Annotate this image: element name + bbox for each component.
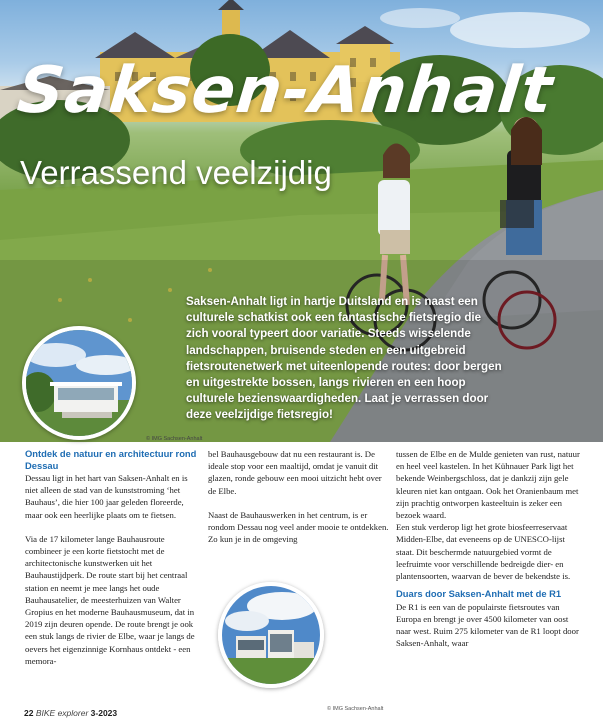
kornhaus-photo: [22, 326, 136, 440]
article-column-2: [208, 448, 390, 557]
article-column-3: [396, 448, 580, 662]
page-subtitle: Verrassend veelzijdig: [20, 154, 332, 191]
bauhaus-illustration: [222, 586, 320, 684]
photo-credit-bauhaus: © IMG Sachsen-Anhalt: [327, 706, 384, 712]
kornhaus-illustration: [26, 330, 132, 436]
page-title: Saksen-Anhalt: [14, 54, 557, 128]
paragraph: Een stuk verderop ligt het grote biosfeerreservaat Midden-Elbe, dat eveneens op de UNESCO-lijst staat. Dit beschermde natuurgebied vormt de leefruimte voor verschillende bedreigde dier- en plantensoorten, waarvan de bever de bekendste is.: [396, 522, 571, 582]
section-heading-r1: Duars door Saksen-Anhalt met de R1: [396, 588, 562, 600]
paragraph: Dessau ligt in het hart van Saksen-Anhalt en is niet alleen de stad van de kunststroming ‘het Bauhaus’, die hier 100 jaar geleden floreerde, maar ook een heerlijke plaats om te fietsen.: [25, 473, 188, 520]
article-column-1: [25, 448, 197, 679]
section-heading-dessau: Ontdek de natuur en architectuur rond Dessau: [25, 448, 197, 471]
photo-credit-hero: © IMG Sachsen-Anhalt: [146, 436, 203, 442]
paragraph: bel Bauhausgebouw dat nu een restaurant is. De ideale stop voor een maaltijd, omdat je vanuit dit glazen, ronde gebouw een mooi uitzicht hebt over de Elbe.: [208, 449, 382, 496]
paragraph: Via de 17 kilometer lange Bauhausroute combineer je een korte fietstocht met de architectonische kunstwerken uit het Bauhaustijdperk. De route start bij het centraal station en neemt je mee langs het oude Bauhausatelier, de meesterhuizen van Walter Gropius en het moderne Bauhausmuseum, dat in 2019 zijn deuren opende. De route brengt je ook een stuk langs de rivier de Elbe, waar je langs de oevers het eigenzinnige Kornhaus ontdekt - een memora-: [25, 533, 195, 666]
page-number: 22: [24, 708, 34, 718]
paragraph: Naast de Bauhauswerken in het centrum, is er rondom Dessau nog veel ander mooie te ontdekken. Zo kun je in de omgeving: [208, 509, 389, 545]
paragraph: tussen de Elbe en de Mulde genieten van rust, natuur en heel veel kastelen. In het Kühnauer Park ligt het bekende Weinbergschloss, dat je dankzij zijn gele kleuren niet kan ontgaan. Ook het Oranienbaum met zijn prachtig ontworpen kasteeltuin is zeker een bezoek waard.: [396, 449, 580, 521]
issue-number: 3-2023: [90, 708, 118, 718]
bauhaus-photo: [218, 582, 324, 688]
page-footer: [24, 708, 117, 718]
paragraph: De R1 is een van de populairste fietsroutes van Europa en brengt je over 4500 kilometer van oost naar west. Ruim 275 kilometer van de R1 loopt door Saksen-Anhalt, waar: [396, 601, 579, 649]
magazine-name: BIKE explorer: [35, 708, 89, 718]
intro-paragraph: Saksen-Anhalt ligt in hartje Duitsland en is naast een culturele schatkist ook een fantastische fietsregio die zich vooral typeert door variatie. Steeds wisselende landschappen, bruisende steden en een uitgebreid fietsroutenetwerk met uiteenlopende routes: door bergen en uitgestrekte bossen, langs rivieren en een hoop culturele bezienswaardigheden. Laat je verrassen door deze veelzijdige fietsregio!: [186, 295, 502, 422]
